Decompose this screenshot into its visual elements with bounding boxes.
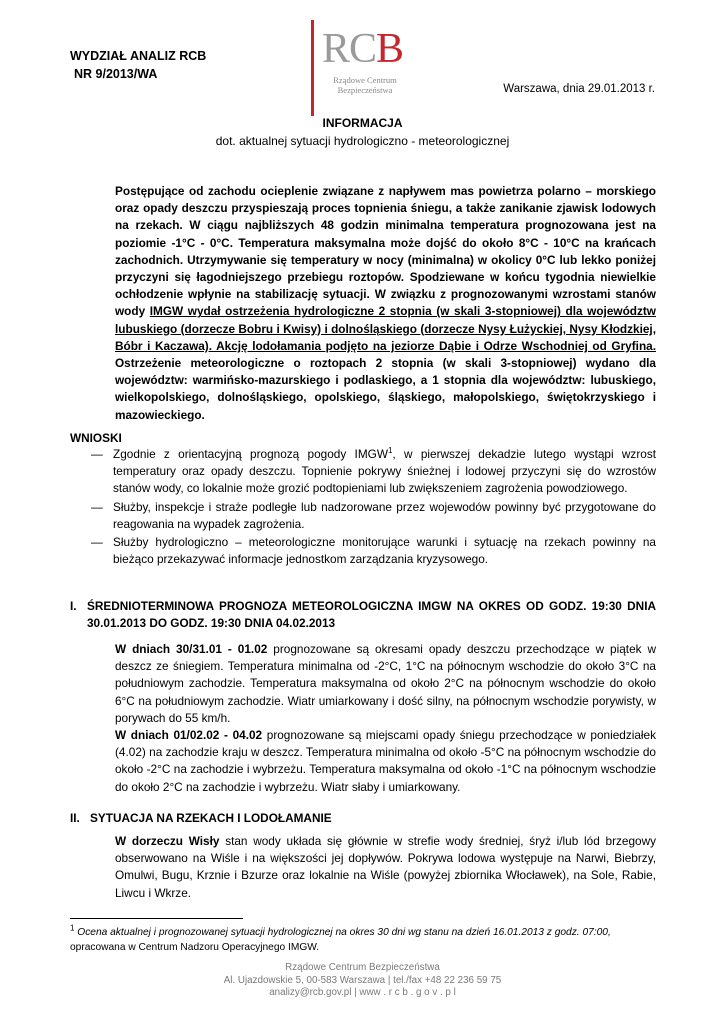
river-situation-text: stan wody układa się głównie w strefie wody średniej, śryż i/lub lód brzegowy obserwowano na Wiśle i na większości jej dopływów. Pokrywa lodowa występuje na Narwi, Biebrzy, Omulwi, Bugu, Krznie i Bzurze oraz lokalnie na Wiśle (powyżej zbiornika Włocławek), na Sole, Rabie, Liwcu i Wkrze. xyxy=(115,834,657,900)
intro-underlined-text: IMGW wydał ostrzeżenia hydrologiczne 2 stopnia (w skali 3-stopniowej) dla województw lubuskiego (dorzecze Bobru i Kwisy) i dolnośląskiego (dorzecze Nysy Łużyckiej, Nysy Kłodzkiej, Bóbr i Kaczawa). Akcję lodołamania podjęto na jeziorze Dąbie i Odrze Wschodniej od Gryfina. xyxy=(115,304,656,353)
conclusion-1-text-b: , w pierwszej dekadzie lutego wystąpi wzrost temperatury oraz opady deszczu. Topnienie pokrywy śnieżnej i lodowej przyczyni się do wzrostów stanów wody, co lokalnie może grozić podtopieniami lub zwiększeniem zagrożenia powodziowego. xyxy=(113,447,656,496)
forecast-period-2-text: prognozowane są miejscami opady śniegu przechodzące w poniedziałek (4.02) na zachodzie kraju w deszcz. Temperatura minimalna od około -5°C na północnym wschodzie do około -2°C na zachodzie i wybrzeżu. Temperatura maksymalna od około -1°C na północnym wschodzie do około 2°C na zachodzie i wybrzeżu. Wiatr słaby i umiarkowany. xyxy=(115,728,657,794)
dash-bullet: — xyxy=(91,535,103,550)
footnote-line-1 xyxy=(70,923,656,941)
logo-subtitle-line1: Rządowe Centrum xyxy=(333,75,397,85)
list-item xyxy=(91,446,656,498)
forecast-period-1 xyxy=(115,641,656,727)
dash-bullet: — xyxy=(91,499,103,514)
logo-letter-b: B xyxy=(376,26,404,72)
logo-subtitle xyxy=(317,75,413,95)
footnote-number: 1 xyxy=(70,923,75,933)
footer-address: Al. Ujazdowskie 5, 00-583 Warszawa | tel./fax +48 22 236 59 75 xyxy=(223,974,502,986)
logo-letters xyxy=(322,28,403,70)
section-2-number: II. xyxy=(70,811,80,825)
footnote-italic-text: Ocena aktualnej i prognozowanej sytuacji hydrologicznej na okres 30 dni wg stanu na dzień 16.01.2013 z godz. 07:00, xyxy=(74,927,611,938)
vistula-basin-label: W dorzeczu Wisły xyxy=(115,834,220,848)
page-footer xyxy=(0,962,725,1000)
conclusions-list xyxy=(91,446,656,569)
section-2-title: SYTUACJA NA RZEKACH I LODOŁAMANIE xyxy=(90,811,332,825)
footer-contact[interactable]: analizy@rcb.gov.pl | www . r c b . g o v . p l xyxy=(269,987,456,998)
list-item xyxy=(91,534,656,568)
logo-red-bar xyxy=(311,20,314,116)
conclusion-2-text: Służby, inspekcje i straże podległe lub nadzorowane przez wojewodów powinny być przygotowane do reagowania na wypadek zagrożenia. xyxy=(113,499,656,531)
conclusion-3-text: Służby hydrologiczno – meteorologiczne monitorujące warunki i sytuację na rzekach powinny na bieżąco przekazywać informacje jednostkom zarządzania kryzysowego. xyxy=(113,535,656,567)
intro-text-2: Ostrzeżenie meteorologiczne o roztopach 2 stopnia (w skali 3-stopniowej) wydano dla województw: warmińsko-mazurskiego i podlaskiego, a 1 stopnia dla województw: lubuskiego, wielkopolskiego, dolnośląskiego, opolskiego, śląskiego, małopolskiego, świętokrzyskiego i mazowieckiego. xyxy=(115,356,656,422)
list-item xyxy=(91,499,656,533)
document-subtitle: dot. aktualnej sytuacji hydrologiczno - meteorologicznej xyxy=(215,134,510,148)
section-2-heading xyxy=(70,810,656,827)
section-1-number: I. xyxy=(70,599,77,613)
conclusions-heading: WNIOSKI xyxy=(70,431,122,445)
forecast-period-2-label: W dniach 01/02.02 - 04.02 xyxy=(115,728,263,743)
footer-org-name: Rządowe Centrum Bezpieczeństwa xyxy=(285,962,440,973)
river-situation-paragraph xyxy=(115,833,656,902)
dash-bullet: — xyxy=(91,447,103,461)
department-name: WYDZIAŁ ANALIZ RCB xyxy=(70,49,207,63)
footnote xyxy=(70,923,656,955)
section-1-title: ŚREDNIOTERMINOWA PROGNOZA METEOROLOGICZNA IMGW NA OKRES OD GODZ. 19:30 DNIA 30.01.2013 DO GODZ. 19:30 DNIA 04.02.2013 xyxy=(87,599,656,631)
logo-subtitle-line2: Bezpieczeństwa xyxy=(337,85,393,95)
footnote-reference[interactable]: 1 xyxy=(387,446,393,456)
forecast-period-1-label: W dniach 30/31.01 - 01.02 xyxy=(115,642,268,656)
document-number: NR 9/2013/WA xyxy=(74,67,158,81)
document-title: INFORMACJA xyxy=(322,116,403,130)
forecast-paragraph xyxy=(115,641,656,796)
footnote-line-2: opracowana w Centrum Nadzoru Operacyjnego IMGW. xyxy=(70,941,320,953)
intro-text-1: Postępujące od zachodu ocieplenie związane z napływem mas powietrza polarno – morskiego oraz opady deszczu przyspieszają proces topnienia śniegu, a także zanikanie zjawisk lodowych na rzekach. W ciągu najbliższych 48 godzin minimalna temperatura prognozowana jest na poziomie -1°C - 0°C. Temperatura maksymalna może dojść do około 8°C - 10°C na krańcach zachodnich. Utrzymywanie się temperatury w nocy (minimalna) w okolicy 0°C lub lekko poniżej przyczyni się łagodniejszego przebiegu roztopów. Spodziewane w końcu tygodnia niewielkie ochłodzenie wpłynie na stabilizację sytuacji. W związku z prognozowanymi wzrostami stanów wody xyxy=(115,184,656,319)
section-1-heading xyxy=(70,598,656,632)
forecast-period-1-text: prognozowane są okresami opady deszczu przechodzące w piątek w deszcz ze śniegiem. Temperatura minimalna od -2°C, 1°C na północnym wschodzie do około 3°C na południowym zachodzie. Temperatura maksymalna od około 2°C na północnym wschodzie do około 6°C na południowym zachodzie. Wiatr umiarkowany i dość silny, na północnym wschodzie porywisty, w porywach do 55 km/h. xyxy=(115,642,657,725)
logo-letters-rc: RC xyxy=(322,26,377,72)
forecast-period-2 xyxy=(115,727,656,796)
department-header xyxy=(70,47,206,83)
rcb-logo xyxy=(311,20,413,116)
intro-paragraph xyxy=(115,183,656,424)
document-date: Warszawa, dnia 29.01.2013 r. xyxy=(503,83,655,95)
footnote-divider xyxy=(70,918,243,919)
conclusion-1-text-a: Zgodnie z orientacyjną prognozą pogody IMGW xyxy=(113,447,388,461)
